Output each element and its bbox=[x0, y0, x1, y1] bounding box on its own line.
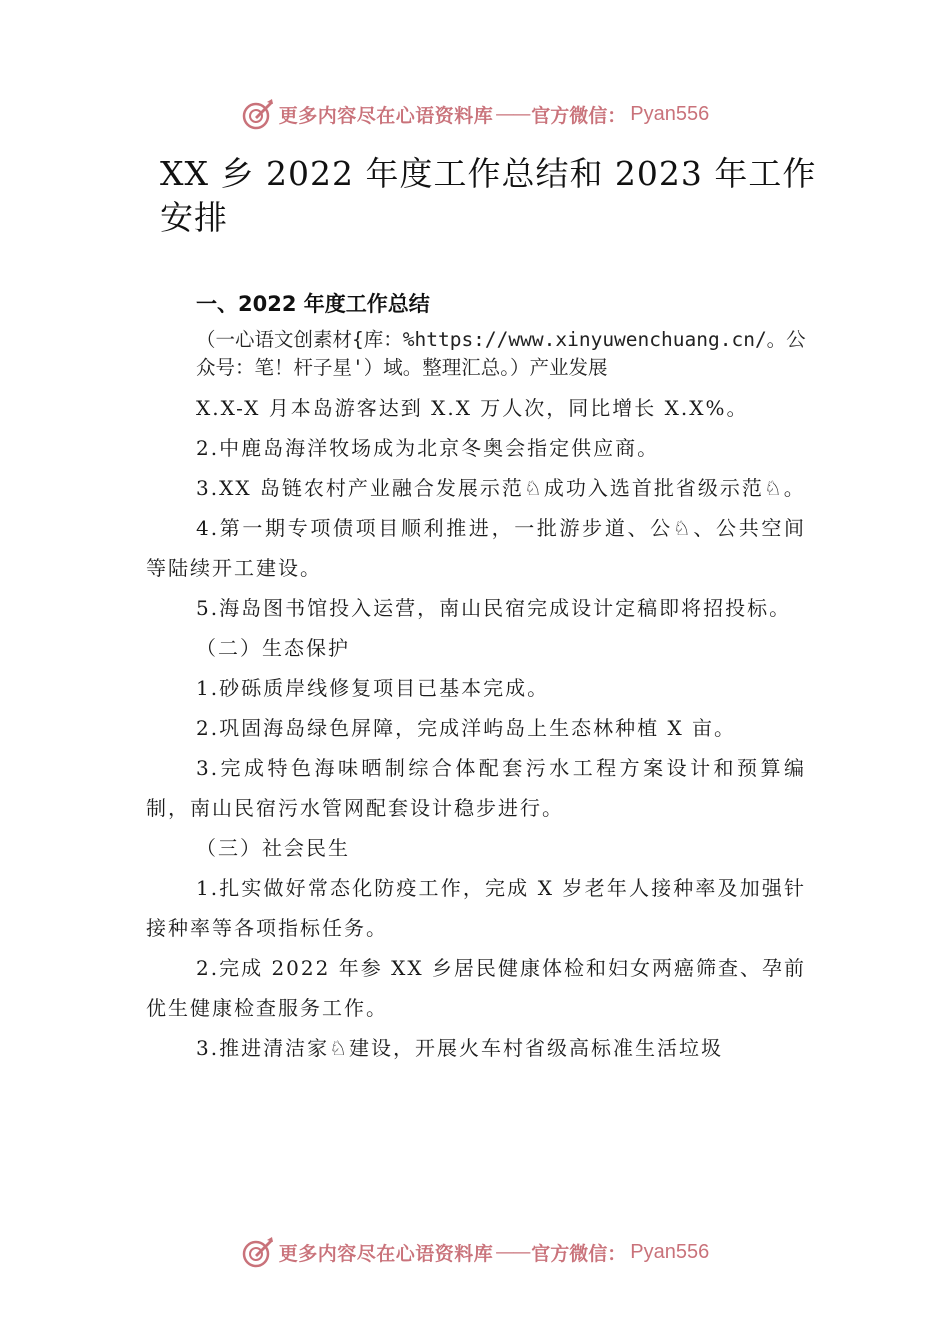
quill-logo-icon bbox=[241, 1235, 275, 1269]
footer-banner bbox=[0, 1232, 950, 1272]
subheading-3: （三）社会民生 bbox=[196, 836, 350, 860]
document-body bbox=[146, 284, 806, 1068]
banner-dash: —— bbox=[495, 103, 530, 125]
document-title: XX 乡 2022 年度工作总结和 2023 年工作安排 bbox=[160, 154, 817, 237]
banner-id: Pyan556 bbox=[630, 1240, 710, 1263]
quill-logo-icon bbox=[241, 97, 275, 131]
paragraph-3-1: 1.扎实做好常态化防疫工作，完成 X 岁老年人接种率及加强针接种率等各项指标任务。 bbox=[146, 876, 806, 940]
section-heading-1: 一、2022 年度工作总结 bbox=[196, 292, 430, 316]
paragraph-3-3: 3.推进清洁家♘建设，开展火车村省级高标准生活垃圾 bbox=[196, 1036, 724, 1060]
banner-text: 更多内容尽在心语资料库 bbox=[278, 1242, 494, 1265]
paragraph-1-3: 3.XX 岛链农村产业融合发展示范♘成功入选首批省级示范♘。 bbox=[196, 476, 806, 500]
paragraph-2-2: 2.巩固海岛绿色屏障，完成洋屿岛上生态林种植 X 亩。 bbox=[196, 716, 737, 740]
watermark-line: （一心语文创素材{库：%https://www.xinyuwenchuang.cn/。公众号：笔！杆子星'）域。整理汇总。）产业发展 bbox=[196, 328, 806, 379]
paragraph-1-2: 2.中鹿岛海洋牧场成为北京冬奥会指定供应商。 bbox=[196, 436, 660, 460]
paragraph-1-5: 5.海岛图书馆投入运营，南山民宿完成设计定稿即将招投标。 bbox=[196, 596, 792, 620]
banner-label: 官方微信： bbox=[531, 1242, 627, 1265]
banner-dash: —— bbox=[495, 1241, 530, 1263]
paragraph-2-3: 3.完成特色海味晒制综合体配套污水工程方案设计和预算编制，南山民宿污水管网配套设计稳步进行。 bbox=[146, 756, 806, 820]
paragraph-1-1: X.X-X 月本岛游客达到 X.X 万人次，同比增长 X.X%。 bbox=[196, 396, 749, 420]
subheading-2: （二）生态保护 bbox=[196, 636, 350, 660]
paragraph-3-2: 2.完成 2022 年参 XX 乡居民健康体检和妇女两癌筛查、孕前优生健康检查服务工作。 bbox=[146, 956, 806, 1020]
paragraph-2-1: 1.砂砾质岸线修复项目已基本完成。 bbox=[196, 676, 550, 700]
paragraph-1-4: 4.第一期专项债项目顺利推进，一批游步道、公♘、公共空间等陆续开工建设。 bbox=[146, 516, 806, 580]
header-banner bbox=[0, 94, 950, 134]
banner-id: Pyan556 bbox=[630, 102, 710, 125]
banner-text: 更多内容尽在心语资料库 bbox=[278, 104, 494, 127]
banner-label: 官方微信： bbox=[531, 104, 627, 127]
